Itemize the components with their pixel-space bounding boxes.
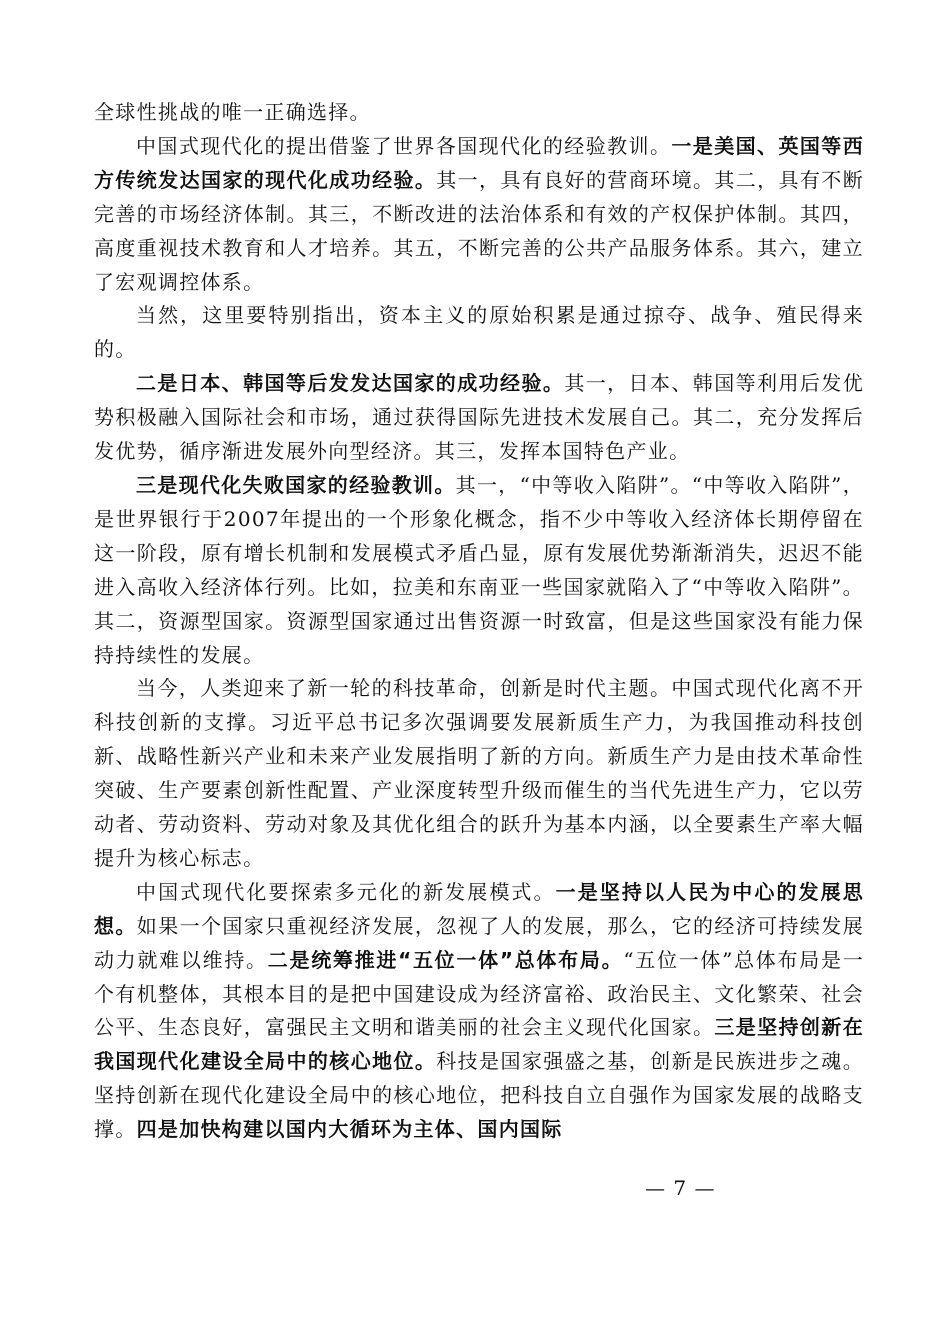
paragraph [94,367,864,469]
paragraph-text: 其一，“中等收入陷阱”。“中等收入陷阱”，是世界银行于2007年提出的一个形象化概念，指不少中等收入经济体长期停留在这一阶段，原有增长机制和发展模式矛盾凸显，原有发展优势渐渐消失，迟迟不能进入高收入经济体行列。比如，拉美和东南亚一些国家就陷入了“中等收入陷阱”。其二，资源型国家。资源型国家通过出售资源一时致富，但是这些国家没有能力保持持续性的发展。 [94,472,865,667]
bold-heading-text: 一是美国、英国等西方传统发达国家的现代化成功经验。 [94,133,865,192]
paragraph [94,96,864,130]
paragraph-text: 中国式现代化的提出借鉴了世界各国现代化的经验教训。 [136,133,672,158]
paragraph [94,876,864,1147]
bold-heading-text: 四是加快构建以国内大循环为主体、国内国际 [136,1117,563,1142]
bold-heading-text: 二是日本、韩国等后发发达国家的成功经验。 [136,371,565,396]
paragraph-text: 当然，这里要特别指出，资本主义的原始积累是通过掠夺、战争、殖民得来的。 [94,303,864,362]
paragraph-text: 当今，人类迎来了新一轮的科技革命，创新是时代主题。中国式现代化离不开科技创新的支撑。习近平总书记多次强调要发展新质生产力，为我国推动科技创新、战略性新兴产业和未来产业发展指明了新的方向。新质生产力是由技术革命性突破、生产要素创新性配置、产业深度转型升级而催生的当代先进生产力，它以劳动者、劳动资料、劳动对象及其优化组合的跃升为基本内涵，以全要素生产率大幅提升为核心标志。 [94,676,864,870]
paragraph [94,469,864,672]
paragraph-text: 中国式现代化要探索多元化的新发展模式。 [136,879,556,904]
paragraph-text: 科技是国家强盛之基，创新是民族进步之魂。坚持创新在现代化建设全局中的核心地位，把科技自立自强作为国家发展的战略支撑。 [94,1049,864,1142]
paragraph-text: “五位一体”总体布局是一个有机整体，其根本目的是把中国建设成为经济富裕、政治民主、文化繁荣、社会公平、生态良好，富强民主文明和谐美丽的社会主义现代化国家。 [94,947,864,1040]
bold-heading-text: 三是坚持创新在我国现代化建设全局中的核心地位。 [94,1015,864,1074]
paragraph-text: 全球性挑战的唯一正确选择。 [94,100,371,124]
paragraph [94,299,864,367]
paragraph [94,130,864,300]
paragraph-text: 如果一个国家只重视经济发展，忽视了人的发展，那么，它的经济可持续发展动力就难以维持。 [94,913,865,972]
paragraph [94,672,864,875]
page-number: — 7 — [645,1176,716,1200]
paragraph-text: 其一，日本、韩国等利用后发优势积极融入国际社会和市场，通过获得国际先进技术发展自己。其二，充分发挥后发优势，循序渐进发展外向型经济。其三，发挥本国特色产业。 [94,371,865,464]
bold-heading-text: 二是统筹推进“五位一体”总体布局。 [267,947,624,972]
bold-heading-text: 三是现代化失败国家的经验教训。 [136,472,456,497]
paragraph-text: 其一，具有良好的营商环境。其二，具有不断完善的市场经济体制。其三，不断改进的法治体系和有效的产权保护体制。其四，高度重视技术教育和人才培养。其五，不断完善的公共产品服务体系。其六，建立了宏观调控体系。 [94,167,864,294]
body-text [94,96,864,1147]
bold-heading-text: 一是坚持以人民为中心的发展思想。 [94,879,865,938]
